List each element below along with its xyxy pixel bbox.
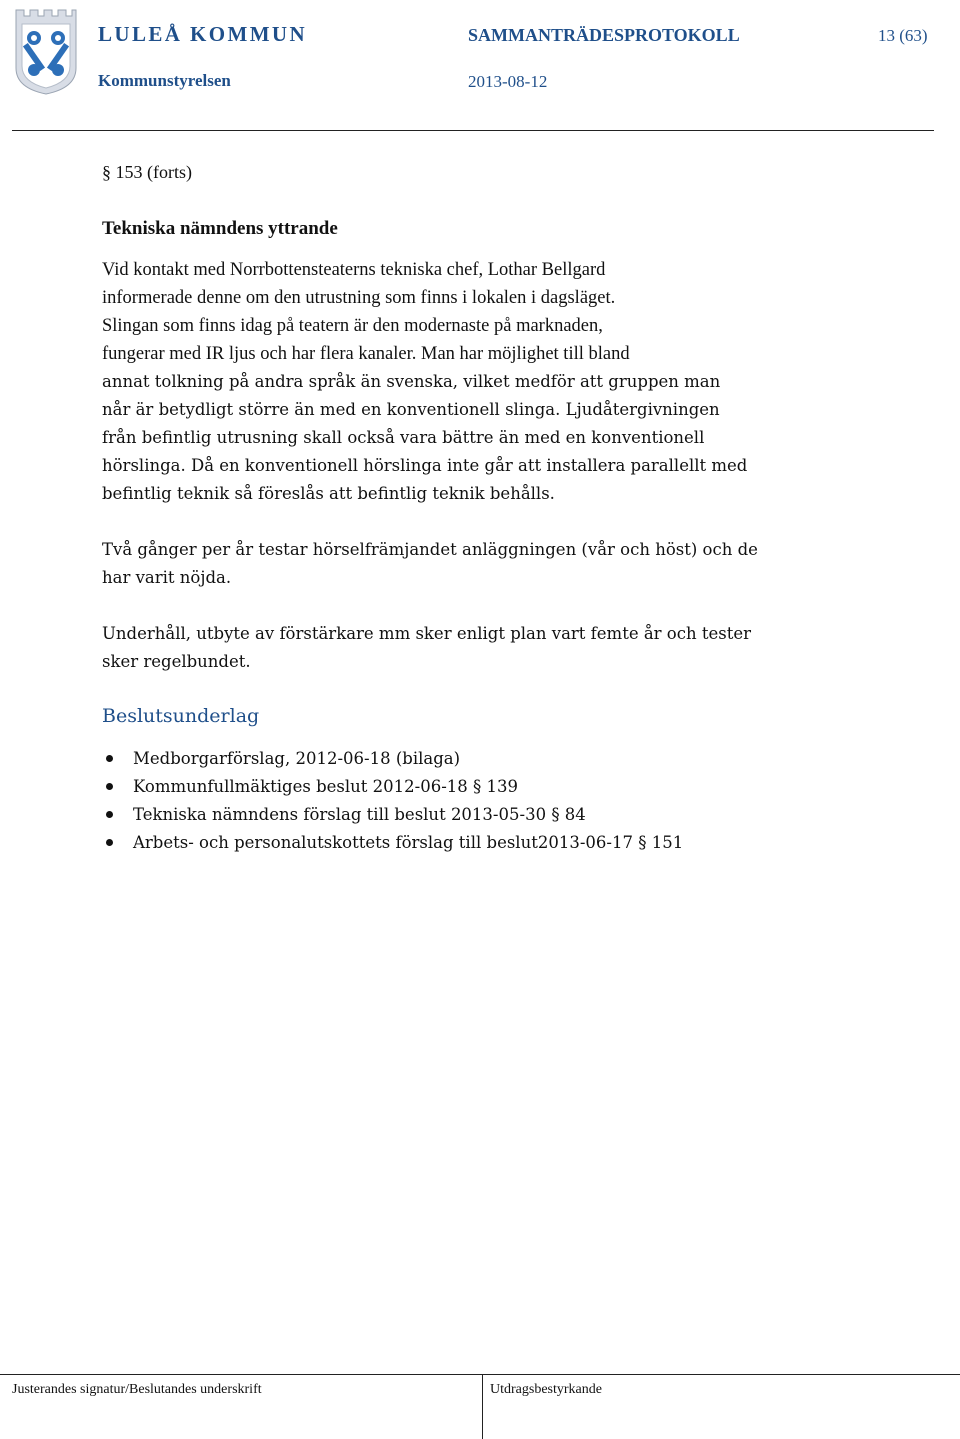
statement-line: befintlig teknik så föreslås att befintlig teknik behålls. [102,484,555,503]
footer-divider [0,1374,960,1375]
organization-name: LULEÅ KOMMUN [98,22,308,46]
paragraph-line: Underhåll, utbyte av förstärkare mm sker enligt plan vart femte år och tester [102,624,751,643]
basis-list [102,745,902,857]
statement-line: annat tolkning på andra språk än svenska, vilket medför att gruppen man [102,372,721,391]
page-number: 13 (63) [878,26,928,45]
paragraph-line: har varit nöjda. [102,568,232,587]
bullet-icon [106,811,113,818]
list-item [102,773,902,801]
statement-line: från befintlig utrusning skall också vara bättre än med en konventionell [102,428,705,447]
paragraph-line: Två gånger per år testar hörselfrämjandet anläggningen (vår och höst) och de [102,540,758,559]
department-name: Kommunstyrelsen [98,71,231,90]
statement-line: når är betydligt större än med en konventionell slinga. Ljudåtergivningen [102,400,720,419]
footer-column-divider [482,1374,483,1439]
bullet-icon [106,839,113,846]
document-title: SAMMANTRÄDESPROTOKOLL [468,25,740,45]
statement-line: informerade denne om den utrustning som finns i lokalen i dagsläget. [102,288,616,308]
statement-line: Vid kontakt med Norrbottensteaterns tekniska chef, Lothar Bellgard [102,260,606,280]
statement-line: hörslinga. Då en konventionell hörslinga inte går att installera parallellt med [102,456,748,475]
statement-line: fungerar med IR ljus och har flera kanaler. Man har möjlighet till bland [102,344,630,364]
list-item [102,801,902,829]
document-date: 2013-08-12 [468,72,548,91]
statement-line: Slingan som finns idag på teatern är den modernaste på marknaden, [102,316,603,336]
basis-heading: Beslutsunderlag [102,705,260,727]
certification-label: Utdragsbestyrkande [490,1382,602,1397]
statement-heading: Tekniska nämndens yttrande [102,218,338,239]
signature-label: Justerandes signatur/Beslutandes underskrift [12,1382,262,1397]
coat-of-arms-icon [12,4,80,96]
section-label: § 153 (forts) [102,162,192,182]
list-item-text: Tekniska nämndens förslag till beslut 2013-05-30 § 84 [133,805,586,824]
bullet-icon [106,783,113,790]
bullet-icon [106,755,113,762]
list-item [102,745,902,773]
paragraph-line: sker regelbundet. [102,652,251,671]
header-divider [12,130,934,131]
list-item [102,829,902,857]
list-item-text: Arbets- och personalutskottets förslag till beslut2013-06-17 § 151 [133,833,684,852]
list-item-text: Kommunfullmäktiges beslut 2012-06-18 § 139 [133,777,519,796]
list-item-text: Medborgarförslag, 2012-06-18 (bilaga) [133,749,461,768]
